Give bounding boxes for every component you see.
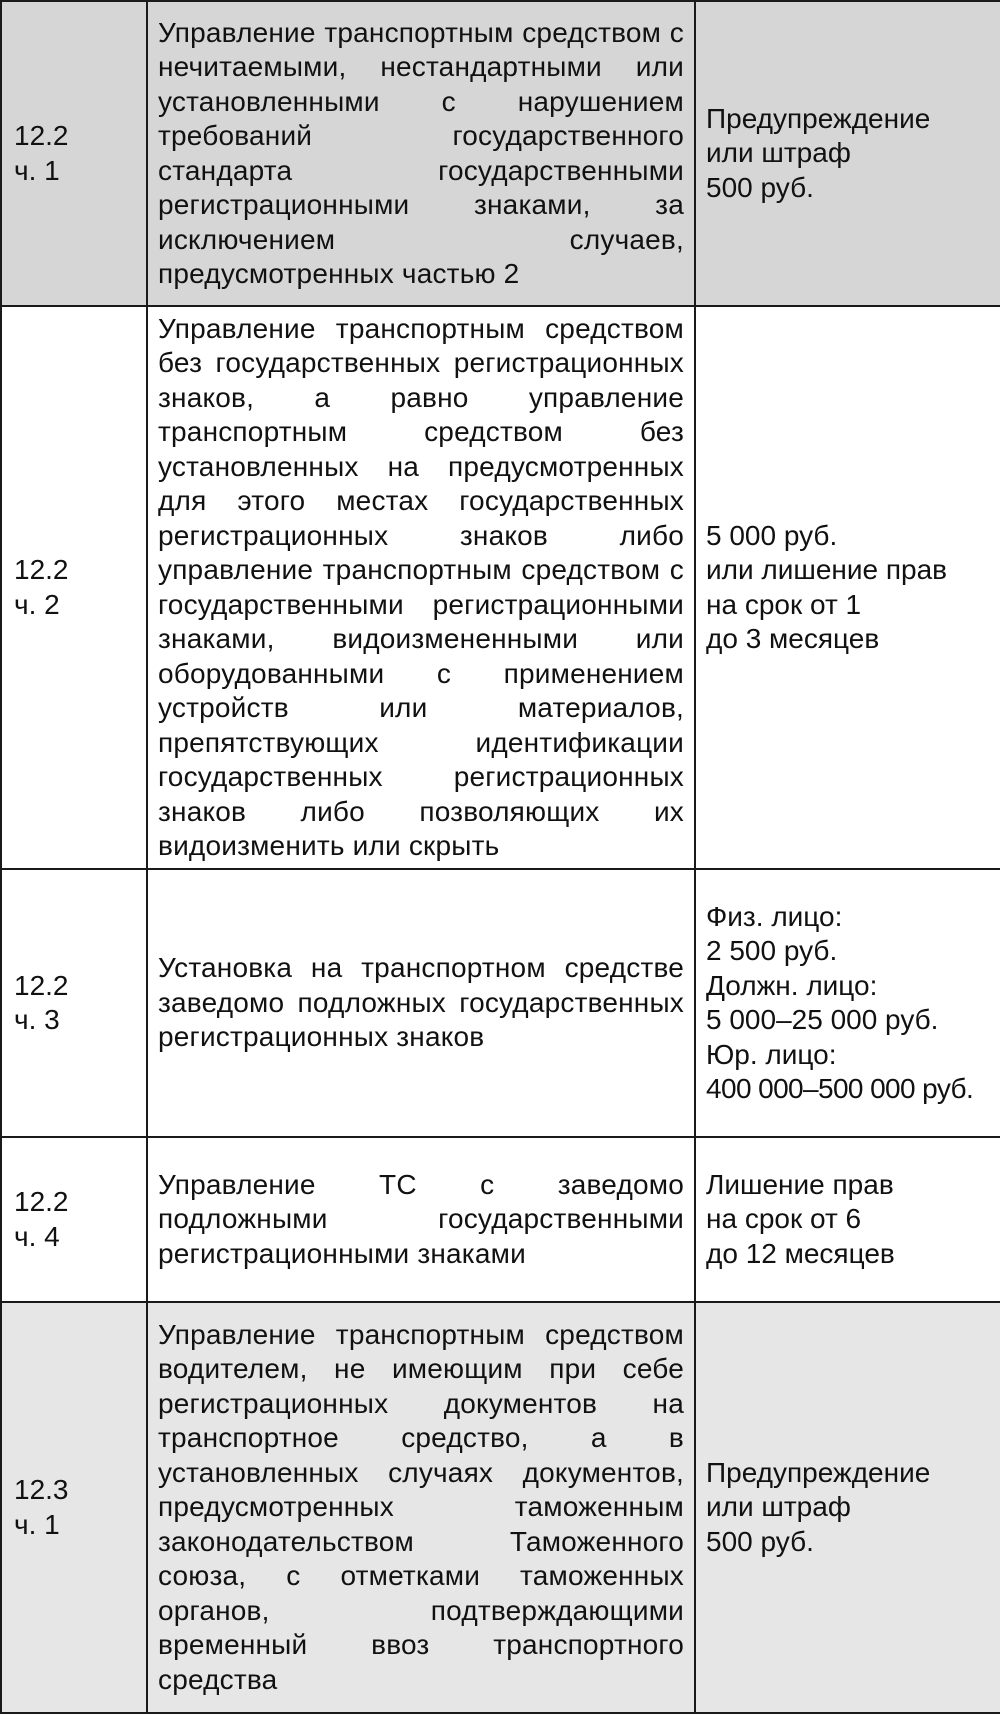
- penalty-cell: [695, 306, 1000, 869]
- article-cell: [1, 306, 147, 869]
- article-number: 12.2: [14, 554, 69, 585]
- table-row: [1, 1302, 1000, 1713]
- penalty-line: или штраф: [706, 1491, 851, 1523]
- penalty-line: Лишение прав: [706, 1168, 894, 1200]
- penalty-line: на срок от 6: [706, 1203, 862, 1235]
- penalty-line: 2 500 руб.: [706, 935, 838, 966]
- penalty-line: или штраф: [706, 137, 851, 169]
- penalty-line: 5 000–25 000 руб.: [706, 1004, 939, 1035]
- penalty-cell: [695, 869, 1000, 1137]
- penalty-line: Предупреждение: [706, 1456, 931, 1488]
- penalty-line: до 3 месяцев: [706, 623, 880, 654]
- article-number: 12.2: [14, 1186, 69, 1217]
- penalty-line: Юр. лицо:: [706, 1038, 837, 1070]
- violation-description: Управление транспортным средством без государственных регистрационных знаков, а равно управление транспортным средством без установленных на предусмотренных для этого местах государственных регистрационных знаков либо управление транспортным средством с государственными регистрационными знаками, видоизмененными или оборудованными с применением устройств или материалов, препятствующих идентификации государственных регистрационных знаков либо позволяющих их видоизменить или скрыть: [147, 306, 695, 869]
- table-row: [1, 306, 1000, 869]
- article-part: ч. 2: [14, 588, 60, 620]
- penalty-line: 5 000 руб.: [706, 519, 838, 551]
- penalty-line: до 12 месяцев: [706, 1237, 895, 1269]
- penalty-cell: [695, 1137, 1000, 1302]
- article-cell: [1, 1137, 147, 1302]
- penalty-line: 500 руб.: [706, 1525, 814, 1557]
- violation-description: Установка на транспортном средстве заведомо подложных государственных регистрационных знаков: [147, 869, 695, 1137]
- penalty-cell: [695, 1, 1000, 306]
- article-cell: [1, 869, 147, 1137]
- violation-description: Управление транспортным средством водителем, не имеющим при себе регистрационных документов на транспортное средство, а в установленных случаях документов, предусмотренных таможенным законодательством Таможенного союза, с отметками таможенных органов, подтверждающими временный ввоз транспортного средства: [147, 1302, 695, 1713]
- table-row: [1, 869, 1000, 1137]
- article-number: 12.3: [14, 1474, 69, 1505]
- penalty-cell: [695, 1302, 1000, 1713]
- penalty-line: Должн. лицо:: [706, 969, 878, 1001]
- article-part: ч. 4: [14, 1220, 60, 1252]
- penalty-line: или лишение прав: [706, 554, 948, 585]
- table-row: [1, 1137, 1000, 1302]
- violation-description: Управление ТС с заведомо подложными государственными регистрационными знаками: [147, 1137, 695, 1302]
- article-part: ч. 1: [14, 1508, 60, 1540]
- article-part: ч. 1: [14, 154, 60, 186]
- article-number: 12.2: [14, 969, 69, 1001]
- penalty-line: 400 000–500 000 руб.: [706, 1073, 974, 1104]
- penalty-line: Предупреждение: [706, 102, 931, 134]
- article-number: 12.2: [14, 120, 69, 151]
- article-cell: [1, 1302, 147, 1713]
- article-part: ч. 3: [14, 1004, 60, 1035]
- article-cell: [1, 1, 147, 306]
- table-row: [1, 1, 1000, 306]
- penalty-line: 500 руб.: [706, 171, 814, 203]
- penalty-line: Физ. лицо:: [706, 900, 843, 932]
- violation-description: Управление транспортным средством с нечитаемыми, нестандартными или установленными с нарушением требований государственного стандарта государственными регистрационными знаками, за исключением случаев, предусмотренных частью 2: [147, 1, 695, 306]
- penalty-line: на срок от 1: [706, 588, 862, 620]
